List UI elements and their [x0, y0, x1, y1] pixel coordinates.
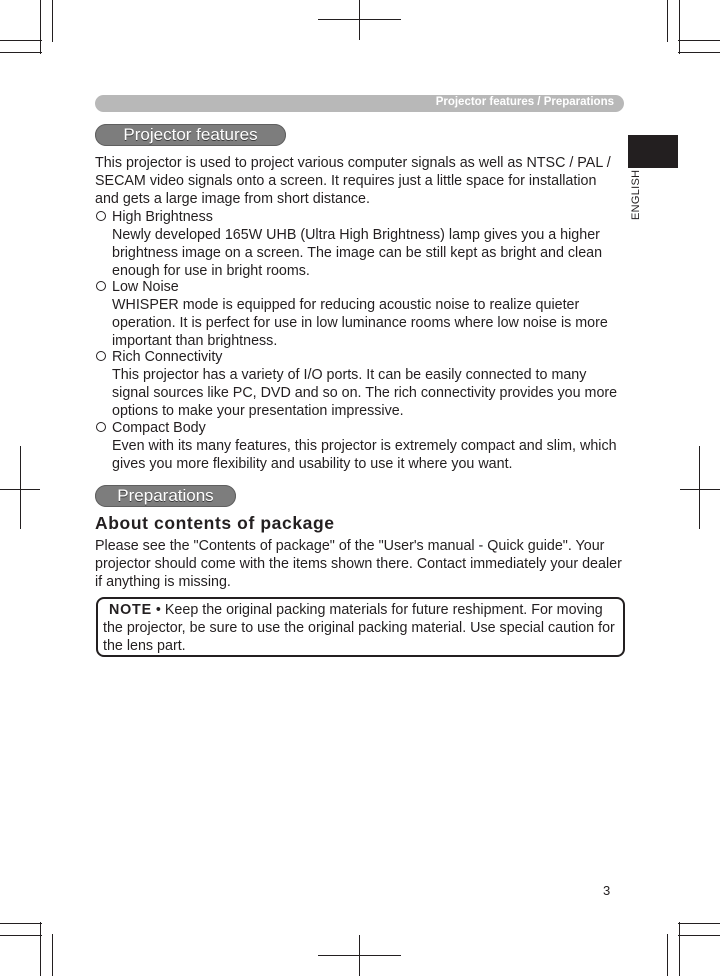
features-intro: This projector is used to project various computer signals as well as NTSC / PAL / SECAM video signals onto a screen. It requires just a little space for installation and gets a large image from short distance. [95, 155, 611, 207]
feature-text: This projector has a variety of I/O ports. It can be easily connected to many signal sources like PC, DVD and so on. The rich connectivity provides you more options to make your presentation impressive. [112, 367, 618, 419]
note-content [103, 601, 618, 655]
subheading-contents-of-package: About contents of package [95, 513, 335, 533]
section-title-projector-features: Projector features [95, 124, 286, 146]
page-number: 3 [603, 883, 611, 898]
feature-title: Rich Connectivity [112, 349, 223, 365]
feature-item-rich-connectivity [96, 348, 222, 366]
feature-text: Newly developed 165W UHB (Ultra High Brightness) lamp gives you a higher brightness image on a screen. The image can be still kept as bright and clean enough for use in bright rooms. [112, 227, 603, 279]
running-header-title: Projector features / Preparations [435, 96, 614, 108]
note-text: • Keep the original packing materials for future reshipment. For moving the projector, be sure to use the original packing material. Use special caution for the lens part. [103, 602, 615, 654]
feature-title: High Brightness [112, 209, 213, 225]
feature-title: Compact Body [112, 420, 206, 436]
circle-bullet-icon [96, 351, 106, 361]
circle-bullet-icon [96, 281, 106, 291]
language-label: ENGLISH [630, 170, 642, 221]
feature-title: Low Noise [112, 279, 179, 295]
note-label: NOTE [109, 602, 152, 618]
language-tab [628, 135, 678, 168]
circle-bullet-icon [96, 422, 106, 432]
feature-text: WHISPER mode is equipped for reducing acoustic noise to realize quieter operation. It is perfect for use in low luminance rooms where low noise is more important than brightness. [112, 297, 608, 349]
feature-item-compact-body [96, 419, 206, 437]
running-header [95, 95, 624, 112]
section-title-preparations: Preparations [95, 485, 236, 507]
circle-bullet-icon [96, 211, 106, 221]
feature-text: Even with its many features, this projector is extremely compact and slim, which gives you more flexibility and usability to use it where you want. [112, 438, 617, 472]
feature-item-low-noise [96, 278, 179, 296]
preparations-text: Please see the "Contents of package" of the "User's manual - Quick guide". Your projector should come with the items shown there. Contact immediately your dealer if anything is missing. [95, 538, 622, 590]
feature-item-high-brightness [96, 208, 213, 226]
